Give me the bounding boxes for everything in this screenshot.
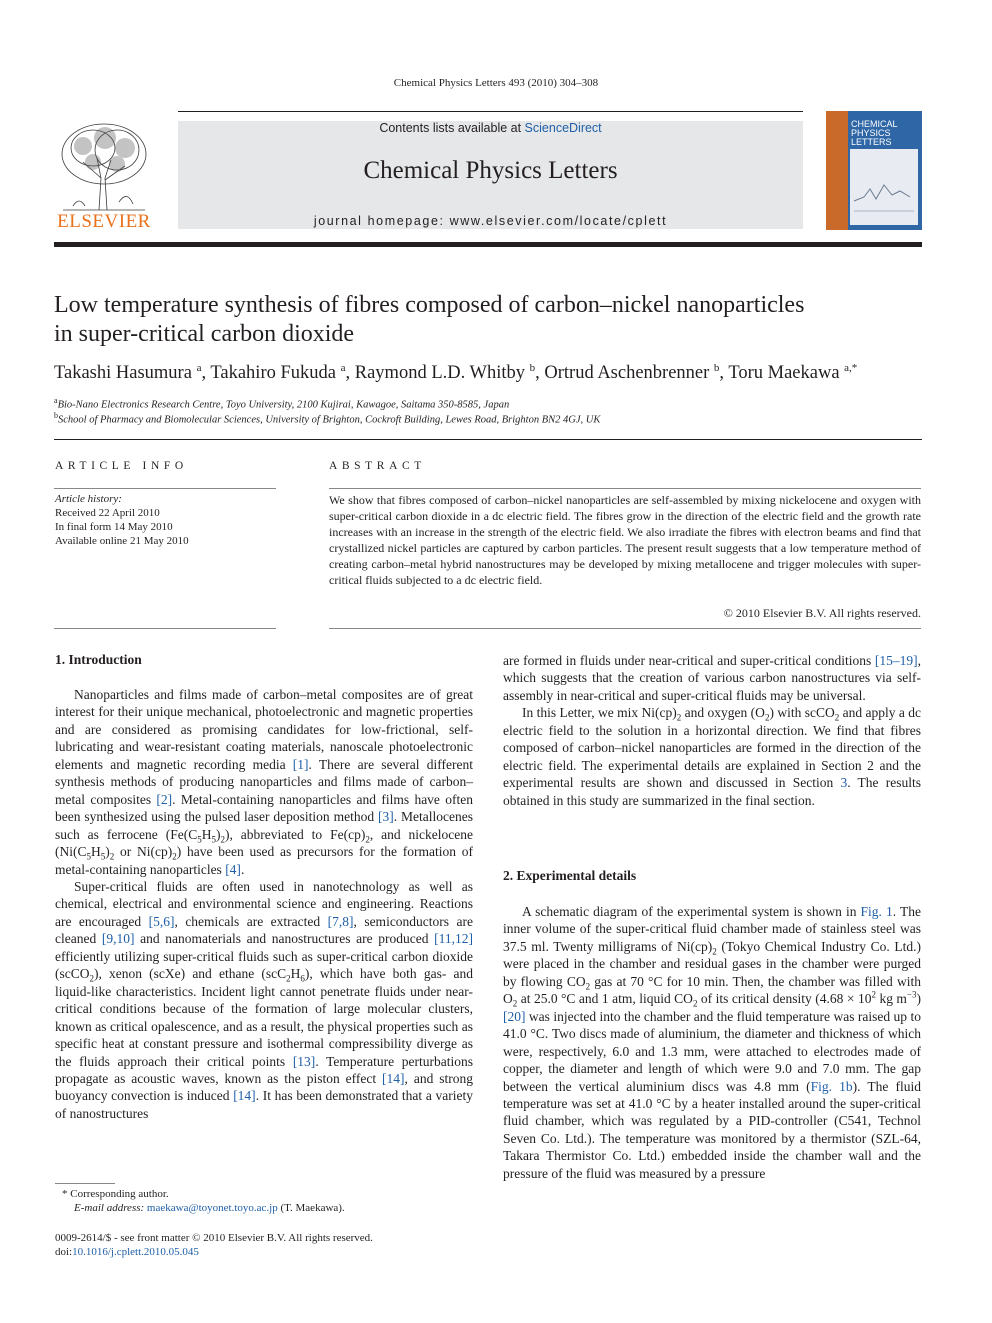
intro-body bbox=[55, 686, 473, 1122]
elsevier-logo bbox=[53, 118, 155, 232]
author-name: Raymond L.D. Whitby bbox=[354, 363, 526, 384]
article-history: Article history: Received 22 April 2010 In final form 14 May 2010 Available online 21 May 2010 bbox=[55, 493, 189, 547]
paragraph: A schematic diagram of the experimental system is shown in Fig. 1. The inner volume of the super-critical fluid chamber made of stainless steel was 37.5 ml. Twenty milligrams of $Ni(cp)_2$ (Tokyo Chemical Industry Co. Ltd.) were placed in the chamber and residual gases in the chamber were purged by flowing $CO_2$ gas at 70 °C for 10 min. Then, the chamber was filled with $O_2$ at 25.0 °C and 1 atm, liquid $CO_2$ of its critical density ($4.68 \times 10^2$ kg $m^{-3}$) [20] was injected into the chamber and the fluid temperature was raised up to 41.0 °C. Two discs made of aluminium, the diameter and thickness of which were, respectively, 6.0 and 1.3 mm, were attached to electrodes made of copper, the diameter and length of which were 9.0 and 7.0 mm. The gap between the vertical aluminium discs was 4.8 mm (Fig. 1b). The fluid temperature was set at 41.0 °C by a heater installed around the super-critical fluid chamber, which was regulated by a PID-controller (C541, Technol Seven Co. Ltd.). The temperature was monitored by a thermistor (SZL-64, Takara Thermistor Co. Ltd.) embedded inside the chamber wall and the pressure of the fluid was measured by a pressure bbox=[503, 904, 921, 1181]
corresponding-author: * Corresponding author. bbox=[62, 1188, 169, 1200]
front-matter: 0009-2614/$ - see front matter © 2010 Elsevier B.V. All rights reserved. doi:10.1016/j.cplett.2010.05.045 bbox=[55, 1232, 373, 1258]
author-name: Takashi Hasumura bbox=[54, 363, 192, 384]
divider bbox=[54, 488, 276, 489]
doi-link[interactable]: 10.1016/j.cplett.2010.05.045 bbox=[72, 1246, 199, 1258]
divider bbox=[329, 488, 921, 489]
citation-link[interactable]: [13] bbox=[292, 1053, 316, 1069]
header-rule-bottom bbox=[54, 242, 922, 247]
elsevier-wordmark: ELSEVIER bbox=[57, 211, 151, 232]
citation-link[interactable]: [7,8] bbox=[327, 913, 354, 929]
citation-link[interactable]: [3] bbox=[377, 809, 394, 825]
citation-link[interactable]: [1] bbox=[292, 756, 309, 772]
experimental-body bbox=[503, 903, 921, 1182]
paragraph: are formed in fluids under near-critical and super-critical conditions [15–19], which suggests that the creation of various carbon nanostructures via self-assembly in near-critical and super-critical fluids may be universal. bbox=[503, 653, 921, 703]
section-heading: 2. Experimental details bbox=[503, 868, 637, 883]
email-link[interactable]: maekawa@toyonet.toyo.ac.jp bbox=[146, 1202, 278, 1214]
paragraph: Super-critical fluids are often used in nanotechnology as well as chemical, electrical and environmental science and engineering. Reactions are encouraged [5,6], chemicals are extracted [7,8], semiconductors are cleaned [9,10] and nanomaterials and nanostructures are produced [11,12] efficiently utilizing super-critical fluids such as super-critical carbon dioxide (scCO$_2$), xenon (scXe) and ethane $(scC_2H_6)$, which have both gas- and liquid-like characteristics. Incident light cannot penetrate fluids under near-critical conditions because of the formation of large molecular clusters, known as critical opalescence, and as a result, the physical properties such as specific heat at constant pressure and isothermal compressibility diverge as the fluids approach their critical points [13]. Temperature perturbations propagate as acoustic waves, known as the piston effect [14], and strong buoyancy convection is induced [14]. It has been demonstrated that a variety of nanostructures bbox=[55, 878, 474, 1121]
citation-link[interactable]: [9,10] bbox=[101, 931, 135, 947]
contents-prefix: Contents lists available at bbox=[379, 121, 525, 135]
citation-link[interactable]: [20] bbox=[503, 1008, 526, 1024]
abstract-copyright: © 2010 Elsevier B.V. All rights reserved. bbox=[723, 606, 921, 620]
citation-link[interactable]: [15–19] bbox=[874, 653, 918, 668]
abstract-text: We show that fibres composed of carbon–nickel nanoparticles are self-assembled by mixing nickelocene and oxygen with super-critical carbon dioxide in a dc electric field. The fibres grow in the direction of the electric field and the growth rate increases with an increase in the strength of the electric field. We also irradiate the fibres with electron beams and find that crystallized nickel particles are captured by carbon particles. The present result suggests that a low temperature method of creating carbon–metal hybrid nanostructures may be developed by mixing metallocene and trigger molecules with super-critical fluids subjected to a dc electric field. bbox=[329, 493, 921, 588]
paragraph: In this Letter, we mix $Ni(cp)_2$ and oxygen $(O_2)$ with scCO$_2$ and apply a dc electric field to the solution in a horizontal direction. We find that fibres composed of carbon–nickel nanoparticles are formed in the direction of the electric field. The experimental details are explained in Section 2 and the experimental results are shown and discussed in Section 3. The results obtained in this study are summarized in the final section. bbox=[503, 705, 922, 808]
affiliation: $^b$School of Pharmacy and Biomolecular Sciences, University of Brighton, Cockroft Building, Lewes Road, Brighton BN2 4GJ, UK bbox=[54, 411, 601, 426]
header-rule-top bbox=[178, 111, 803, 112]
cover-side-stripe bbox=[826, 111, 848, 230]
intro-body-continued bbox=[503, 652, 921, 809]
journal-name: Chemical Physics Letters bbox=[363, 157, 618, 184]
citation-link[interactable]: [14] bbox=[382, 1070, 405, 1086]
section-link[interactable]: 3 bbox=[840, 775, 848, 791]
author-name: Ortrud Aschenbrenner bbox=[544, 363, 710, 384]
cover-spectrum-icon bbox=[850, 149, 918, 225]
sciencedirect-link[interactable]: ScienceDirect bbox=[524, 121, 602, 135]
divider bbox=[54, 628, 276, 629]
cover-title: CHEMICAL PHYSICS LETTERS bbox=[851, 119, 898, 147]
journal-citation: Chemical Physics Letters 493 (2010) 304–308 bbox=[393, 77, 599, 89]
footnote-rule bbox=[55, 1183, 115, 1184]
section-heading: 1. Introduction bbox=[55, 652, 142, 667]
figure-link[interactable]: Fig. 1 bbox=[860, 904, 893, 919]
citation-link[interactable]: [2] bbox=[156, 791, 173, 807]
article-title: Low temperature synthesis of fibres composed of carbon–nickel nanoparticles in super-critical carbon dioxide bbox=[54, 292, 805, 347]
affiliation: $^a$Bio-Nano Electronics Research Centre, Toyo University, 2100 Kujirai, Kawagoe, Saitama 350-8585, Japan bbox=[54, 396, 510, 411]
abstract-heading: ABSTRACT bbox=[329, 460, 426, 472]
cover-image bbox=[850, 149, 918, 225]
citation-link[interactable]: [14] bbox=[233, 1088, 256, 1104]
contents-line bbox=[178, 121, 803, 135]
citation-link[interactable]: [4] bbox=[225, 861, 241, 877]
article-info-heading: ARTICLE INFO bbox=[55, 460, 188, 472]
citation-link[interactable]: [11,12] bbox=[434, 931, 474, 947]
citation-link[interactable]: [5,6] bbox=[148, 913, 175, 929]
divider bbox=[329, 628, 921, 629]
figure-link[interactable]: Fig. 1b bbox=[810, 1078, 853, 1094]
journal-cover-thumbnail bbox=[826, 111, 922, 230]
author-name: Toru Maekawa bbox=[728, 363, 840, 384]
paragraph: Nanoparticles and films made of carbon–metal composites are of great interest for their unique mechanical, photoelectronic and magnetic properties and are considered as promising candidates for low-frictional, self-lubricating and wear-resistant coating materials, nanoscale photoelectronic elements and magnetic recording media [1]. There are several different synthesis methods of producing nanoparticles and films made of carbon–metal composites [2]. Metal-containing nanoparticles and films have often been synthesized using the pulsed laser deposition method [3]. Metallocenes such as ferrocene $(Fe(C_5H_5)_2)$, abbreviated to $Fe(cp)_2$, and nickelocene ($Ni(C_5H_5)_2$ or $Ni(cp)_2$) have been used as precursors for the formation of metal-containing nanoparticles [4]. bbox=[55, 687, 474, 877]
author-name: Takahiro Fukuda bbox=[210, 363, 336, 384]
footnotes bbox=[62, 1187, 472, 1215]
author-list: Takashi Hasumura $^a$, Takahiro Fukuda $^a$, Raymond L.D. Whitby $^b$, Ortrud Aschenbrenner $^b$, Toru Maekawa $^{a,*}$ bbox=[54, 362, 858, 384]
journal-homepage[interactable]: journal homepage: www.elsevier.com/locate/cplett bbox=[313, 214, 668, 228]
email-line: E-mail address: maekawa@toyonet.toyo.ac.jp (T. Maekawa). bbox=[74, 1202, 345, 1214]
divider bbox=[54, 439, 922, 440]
